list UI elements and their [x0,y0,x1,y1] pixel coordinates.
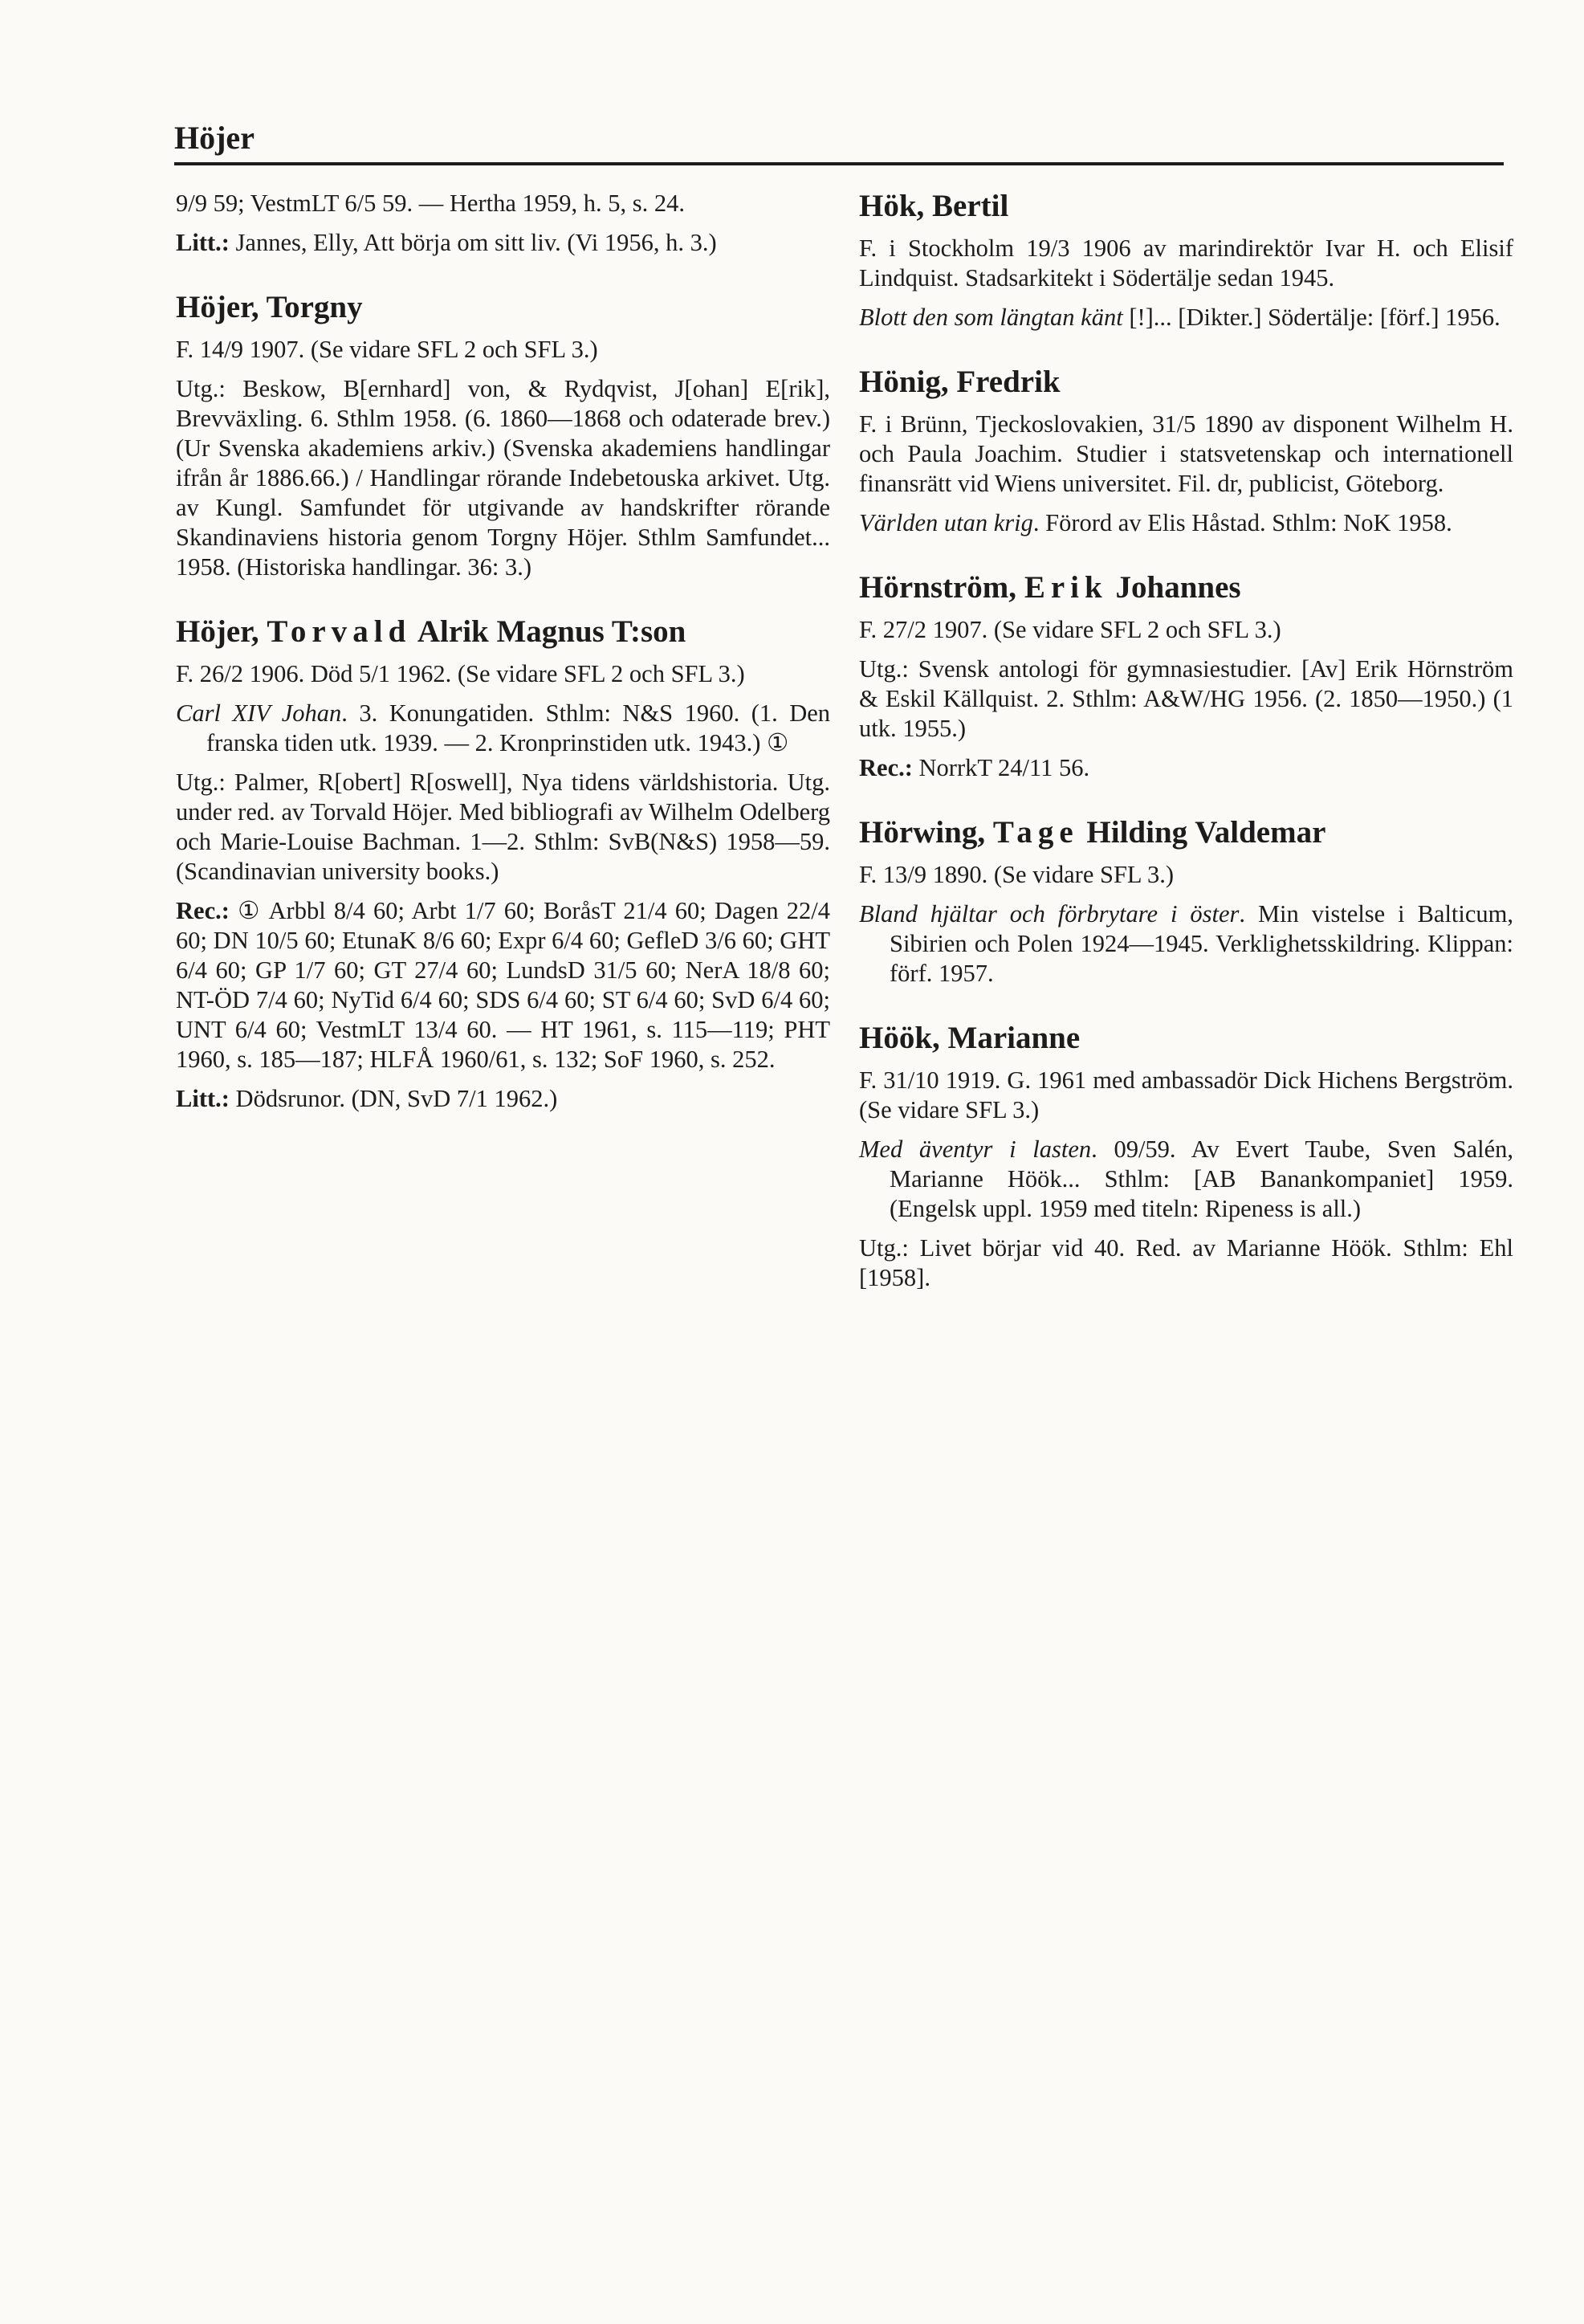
right-column [859,189,1513,1325]
entry-text [176,896,830,1074]
litt-text: Jannes, Elly, Att börja om sitt liv. (Vi 1956, h. 3.) [229,229,717,256]
work-entry [859,303,1513,332]
entry-continuation [176,189,830,258]
entry-heading [176,614,830,650]
entry-text: Utg.: Palmer, R[obert] R[oswell], Nya tidens världshistoria. Utg. under red. av Torvald Höjer. Med bibliografi av Wilhelm Odelberg och Marie-Louise Bachman. 1—2. Sthlm: SvB(N&S) 1958—59. (Scandinavian university books.) [176,769,830,885]
entry-text: F. i Stockholm 19/3 1906 av marindirektör Ivar H. och Elisif Lindquist. Stadsarkitekt i Södertälje sedan 1945. [859,234,1513,292]
entry-text: Utg.: Svensk antologi för gymnasiestudier. [Av] Erik Hörnström & Eskil Källquist. 2. Sthlm: A&W/HG 1956. (2. 1850—1950.) (1 utk. 1955.) [859,655,1513,742]
header-rule [174,162,1504,165]
entry-text: F. 26/2 1906. Död 5/1 1962. (Se vidare SFL 2 och SFL 3.) [176,660,745,687]
work-entry [859,1135,1513,1224]
work-title: Blott den som längtan känt [859,304,1123,331]
heading-surname: Höjer, [176,614,267,649]
work-details: . Förord av Elis Håstad. Sthlm: NoK 1958. [1032,509,1452,536]
entry-text: 9/9 59; VestmLT 6/5 59. — Hertha 1959, h. 5, s. 24. [176,190,686,217]
entry-hojer-torgny [176,290,830,582]
heading-surname: Hörwing, [859,815,993,850]
work-title: Carl XIV Johan [176,699,342,727]
rec-label: Rec.: [859,754,913,781]
entry-hojer-torvald [176,614,830,1114]
left-column [176,189,830,1146]
rec-label: Rec.: [176,897,230,924]
entry-text [859,753,1513,783]
entry-text [176,1084,830,1114]
entry-heading: Höjer, Torgny [176,290,363,324]
heading-rest: Johannes [1107,570,1241,605]
entry-text [176,228,830,258]
entry-text: F. 31/10 1919. G. 1961 med ambassadör Dick Hichens Bergström. (Se vidare SFL 3.) [859,1066,1513,1123]
rec-text: NorrkT 24/11 56. [912,754,1090,781]
work-title: Bland hjältar och förbrytare i öster [859,900,1240,928]
entry-hok-bertil [859,189,1513,332]
rec-text: ① Arbbl 8/4 60; Arbt 1/7 60; BoråsT 21/4 60; Dagen 22/4 60; DN 10/5 60; EtunaK 8/6 60; Expr 6/4 60; GefleD 3/6 60; GHT 6/4 60; GP 1/7 60; GT 27/4 60; LundsD 31/5 60; NerA 18/8 60; NT-ÖD 7/4 60; NyTid 6/4 60; SDS 6/4 60; ST 6/4 60; SvD 6/4 60; UNT 6/4 60; VestmLT 13/4 60. — HT 1961, s. 115—119; PHT 1960, s. 185—187; HLFÅ 1960/61, s. 132; SoF 1960, s. 252. [176,897,830,1073]
entry-text: F. 13/9 1890. (Se vidare SFL 3.) [859,861,1175,888]
entry-horwing-tage [859,815,1513,989]
entry-heading [859,570,1513,605]
litt-text: Dödsrunor. (DN, SvD 7/1 1962.) [229,1085,558,1112]
entry-honig-fredrik [859,365,1513,538]
work-entry [859,899,1513,989]
heading-callname: Erik [1024,570,1108,605]
work-details: [!]... [Dikter.] Södertälje: [förf.] 1956. [1122,304,1501,331]
work-entry [859,508,1513,538]
entry-text: F. 27/2 1907. (Se vidare SFL 2 och SFL 3.) [859,616,1281,643]
work-title: Världen utan krig [859,509,1033,536]
running-head: Höjer [174,120,254,156]
heading-callname: Torvald [267,614,412,649]
work-details: . 3. Konungatiden. Sthlm: N&S 1960. (1. Den franska tiden utk. 1939. — 2. Kronprinstiden utk. 1943.) ① [206,699,831,756]
entry-heading: Höök, Marianne [859,1021,1081,1055]
work-details: . 09/59. Av Evert Taube, Sven Salén, Marianne Höök... Sthlm: [AB Banankompaniet] 1959. (Engelsk uppl. 1959 med titeln: Ripeness is all.) [890,1135,1513,1222]
entry-hook-marianne [859,1021,1513,1293]
entry-heading: Hök, Bertil [859,189,1009,223]
heading-rest: Hilding Valdemar [1078,815,1326,850]
litt-label: Litt.: [176,1085,230,1112]
entry-hornstrom-erik [859,570,1513,783]
entry-text: Utg.: Beskow, B[ernhard] von, & Rydqvist, J[ohan] E[rik], Brevväxling. 6. Sthlm 1958. (6. 1860—1868 och odaterade brev.) (Ur Svenska akademiens arkiv.) (Svenska akademiens handlingar ifrån år 1886.66.) / Handlingar rörande Indebetouska arkivet. Utg. av Kungl. Samfundet för utgivande av handskrifter rörande Skandinaviens historia genom Torgny Höjer. Sthlm Samfundet... 1958. (Historiska handlingar. 36: 3.) [176,375,830,581]
entry-text: F. i Brünn, Tjeckoslovakien, 31/5 1890 av disponent Wilhelm H. och Paula Joachim. Studier i statsvetenskap och internationell finansrätt vid Wiens universitet. Fil. dr, publicist, Göteborg. [859,410,1513,497]
entry-text: Utg.: Livet börjar vid 40. Red. av Marianne Höök. Sthlm: Ehl [1958]. [859,1234,1513,1291]
work-title: Med äventyr i lasten [859,1135,1092,1163]
heading-surname: Hörnström, [859,570,1024,605]
entry-heading: Hönig, Fredrik [859,365,1061,399]
litt-label: Litt.: [176,229,230,256]
entry-heading [859,815,1513,850]
work-entry [176,699,830,758]
work-details: . Min vistelse i Balticum, Sibirien och Polen 1924—1945. Verklighetsskildring. Klippan: förf. 1957. [890,900,1514,987]
heading-rest: Alrik Magnus T:son [411,614,686,649]
entry-text: F. 14/9 1907. (Se vidare SFL 2 och SFL 3.) [176,336,598,363]
heading-callname: Tage [992,815,1079,850]
